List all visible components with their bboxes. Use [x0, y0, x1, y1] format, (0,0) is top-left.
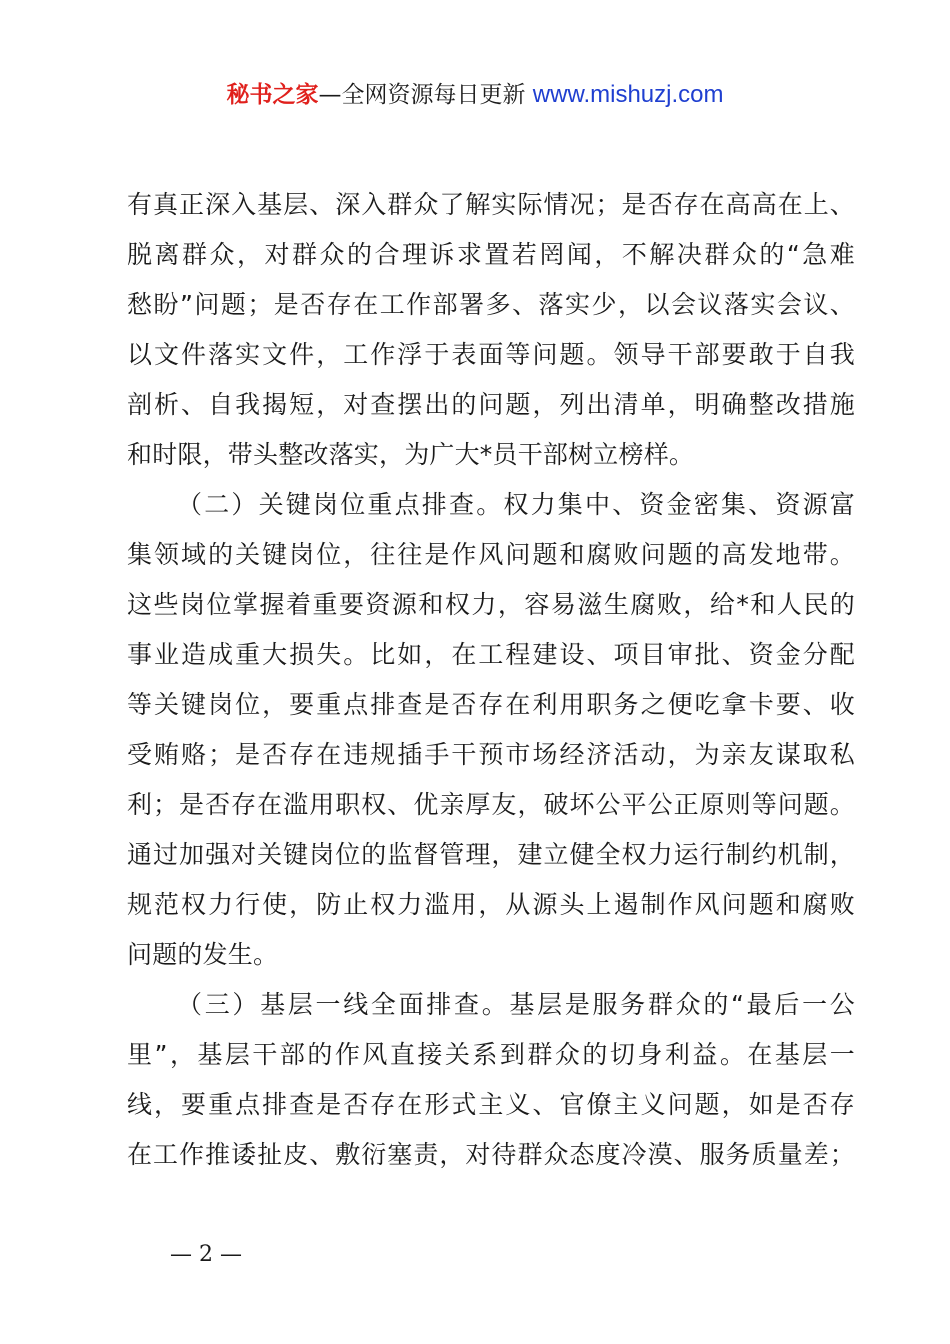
- text-line: 有真正深入基层、深入群众了解实际情况；是否存在高高在上、: [127, 190, 855, 219]
- text-line: 事业造成重大损失。比如，在工程建设、项目审批、资金分配: [127, 640, 855, 669]
- text-line: 里”，基层干部的作风直接关系到群众的切身利益。在基层一: [127, 1040, 855, 1069]
- document-body: [127, 180, 855, 1180]
- text-line: 等关键岗位，要重点排查是否存在利用职务之便吃拿卡要、收: [127, 690, 855, 719]
- text-line: 以文件落实文件，工作浮于表面等问题。领导干部要敢于自我: [127, 340, 855, 369]
- text-line: 剖析、自我揭短，对查摆出的问题，列出清单，明确整改措施: [127, 390, 855, 419]
- text-line: 在工作推诿扯皮、敷衍塞责，对待群众态度冷漠、服务质量差；: [127, 1140, 855, 1169]
- brand-name: 秘书之家: [226, 82, 319, 108]
- header-slogan: —全网资源每日更新: [318, 82, 533, 108]
- text-line: 和时限，带头整改落实，为广大*员干部树立榜样。: [127, 440, 695, 469]
- text-line: 集领域的关键岗位，往往是作风问题和腐败问题的高发地带。: [127, 540, 855, 569]
- text-line: 这些岗位掌握着重要资源和权力，容易滋生腐败，给*和人民的: [127, 590, 855, 619]
- site-header: [0, 78, 950, 112]
- section-heading-line: （二）关键岗位重点排查。权力集中、资金密集、资源富: [177, 490, 855, 519]
- text-line: 规范权力行使，防止权力滥用，从源头上遏制作风问题和腐败: [127, 890, 855, 919]
- text-line: 问题的发生。: [127, 940, 279, 969]
- text-line: 受贿赂；是否存在违规插手干预市场经济活动，为亲友谋取私: [127, 740, 855, 769]
- text-line: 线，要重点排查是否存在形式主义、官僚主义问题，如是否存: [127, 1090, 855, 1119]
- section-heading-line: （三）基层一线全面排查。基层是服务群众的“最后一公: [177, 990, 855, 1019]
- text-line: 脱离群众，对群众的合理诉求置若罔闻，不解决群众的“急难: [127, 240, 855, 269]
- text-line: 利；是否存在滥用职权、优亲厚友，破坏公平公正原则等问题。: [127, 790, 855, 819]
- page-number: — 2 —: [170, 1242, 242, 1267]
- text-line: 愁盼”问题；是否存在工作部署多、落实少，以会议落实会议、: [127, 290, 855, 319]
- site-url-link[interactable]: www.mishuzj.com: [532, 81, 724, 108]
- text-line: 通过加强对关键岗位的监督管理，建立健全权力运行制约机制，: [127, 840, 855, 869]
